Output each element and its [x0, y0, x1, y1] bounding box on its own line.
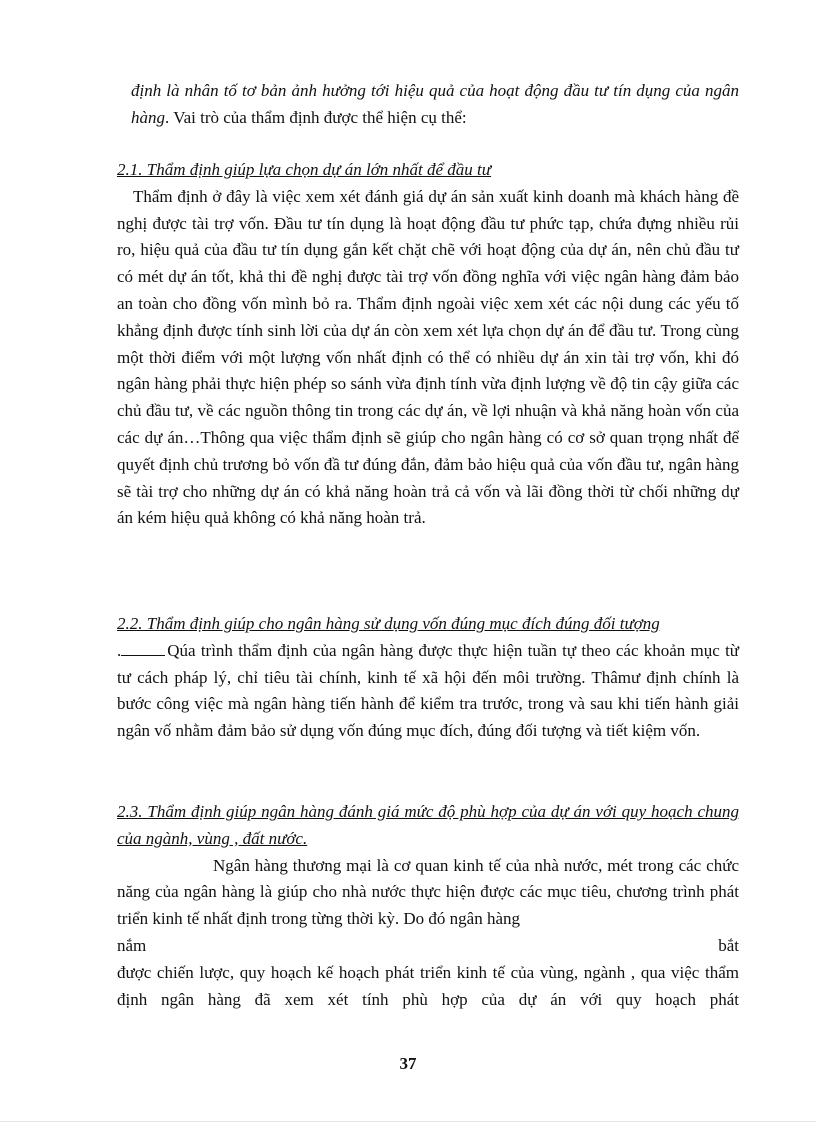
section-2-1 — [117, 157, 739, 532]
section-2-3-tail: được chiến lược, quy hoạch kế hoạch phát triển kinh tế của vùng, ngành , qua việc thẩm định ngân hàng đã xem xét tính phù hợp của dự án với quy hoạch phát — [117, 962, 739, 1009]
section-2-2 — [117, 611, 739, 745]
section-2-1-heading: 2.1. Thẩm định giúp lựa chọn dự án lớn nhất để đầu tư — [117, 160, 492, 179]
intro-italic-text: định là nhân tố tơ bản ảnh hưởng tới hiệu quả của hoạt động đầu tư tín dụng của ngân hàng — [131, 81, 739, 127]
page-number: 37 — [399, 1054, 417, 1073]
page-bottom-edge — [0, 1121, 816, 1122]
section-2-2-body: Qúa trình thẩm định của ngân hàng được thực hiện tuần tự theo các khoản mục từ tư cách pháp lý, chỉ tiêu tài chính, kinh tế xã hội đến môi trường. Thâmư định chính là bước công việc mà ngân hàng tiến hành để kiểm tra trước, trong và sau khi tiến hành giải ngân vố nhằm đảm bảo sử dụng vốn đúng mục đích, đúng đối tượng và tiết kiệm vốn. — [117, 640, 739, 741]
split-left-word: nắm — [117, 935, 147, 955]
section-2-2-lead-mark: . — [117, 640, 122, 660]
section-2-3-body: Ngân hàng thương mại là cơ quan kinh tế của nhà nước, mét trong các chức năng của ngân hàng là giúp cho nhà nước thực hiện được các mục tiêu, chương trình phát triển kinh tế nhất định trong từng thời kỳ. Do đó ngân hàng — [117, 855, 739, 929]
section-2-2-body-wrapper — [117, 638, 739, 745]
section-2-3 — [117, 799, 739, 1013]
section-2-2-heading: 2.2. Thẩm định giúp cho ngân hàng sử dụng vốn đúng mục đích đúng đối tượng — [117, 614, 660, 633]
intro-text: . Vai trò của thẩm định được thể hiện cụ thể: — [165, 107, 467, 127]
intro-paragraph — [117, 78, 739, 132]
section-2-3-heading: 2.3. Thẩm định giúp ngân hàng đánh giá mức độ phù hợp của dự án với quy hoạch chung của ngành, vùng , đất nước. — [117, 802, 739, 848]
split-right-word: bắt — [718, 935, 739, 955]
section-2-1-body: Thẩm định ở đây là việc xem xét đánh giá dự án sản xuất kinh doanh mà khách hàng đề nghị được tài trợ vốn. Đầu tư tín dụng là hoạt động đầu tư phức tạp, chứa đựng nhiều rủi ro, hiệu quả của đầu tư tín dụng gắn kết chặt chẽ với hoạt động của dự án, nên chủ đầu tư có mét dự án tốt, khả thi đề nghị được tài trợ vốn đồng nghĩa với việc ngân hàng đảm bảo an toàn cho đồng vốn mình bỏ ra. Thẩm định ngoài việc xem xét các nội dung các yếu tố khẳng định được tính sinh lời của dự án còn xem xét lựa chọn dự án để đầu tư. Trong cùng một thời điểm với một lượng vốn nhất định có thể có nhiều dự án xin tài trợ vốn, khi đó ngân hàng phải thực hiện phép so sánh vừa định tính vừa định lượng về độ tin cậy giữa các chủ đầu tư, về các nguồn thông tin trong các dự án, về lợi nhuận và khả năng hoàn vốn của các dự án…Thông qua việc thẩm định sẽ giúp cho ngân hàng có cơ sở quan trọng nhất để quyết định chủ trương bỏ vốn đầ tư đúng đắn, đảm bảo hiệu quả của vốn đầu tư, ngân hàng sẽ tài trợ cho những dự án có khả năng hoàn trả cả vốn và lãi đồng thời từ chối những dự án kém hiệu quả không có khả năng hoàn trả. — [117, 186, 739, 528]
section-2-3-split-line — [117, 933, 739, 960]
underline-blank — [121, 641, 165, 656]
